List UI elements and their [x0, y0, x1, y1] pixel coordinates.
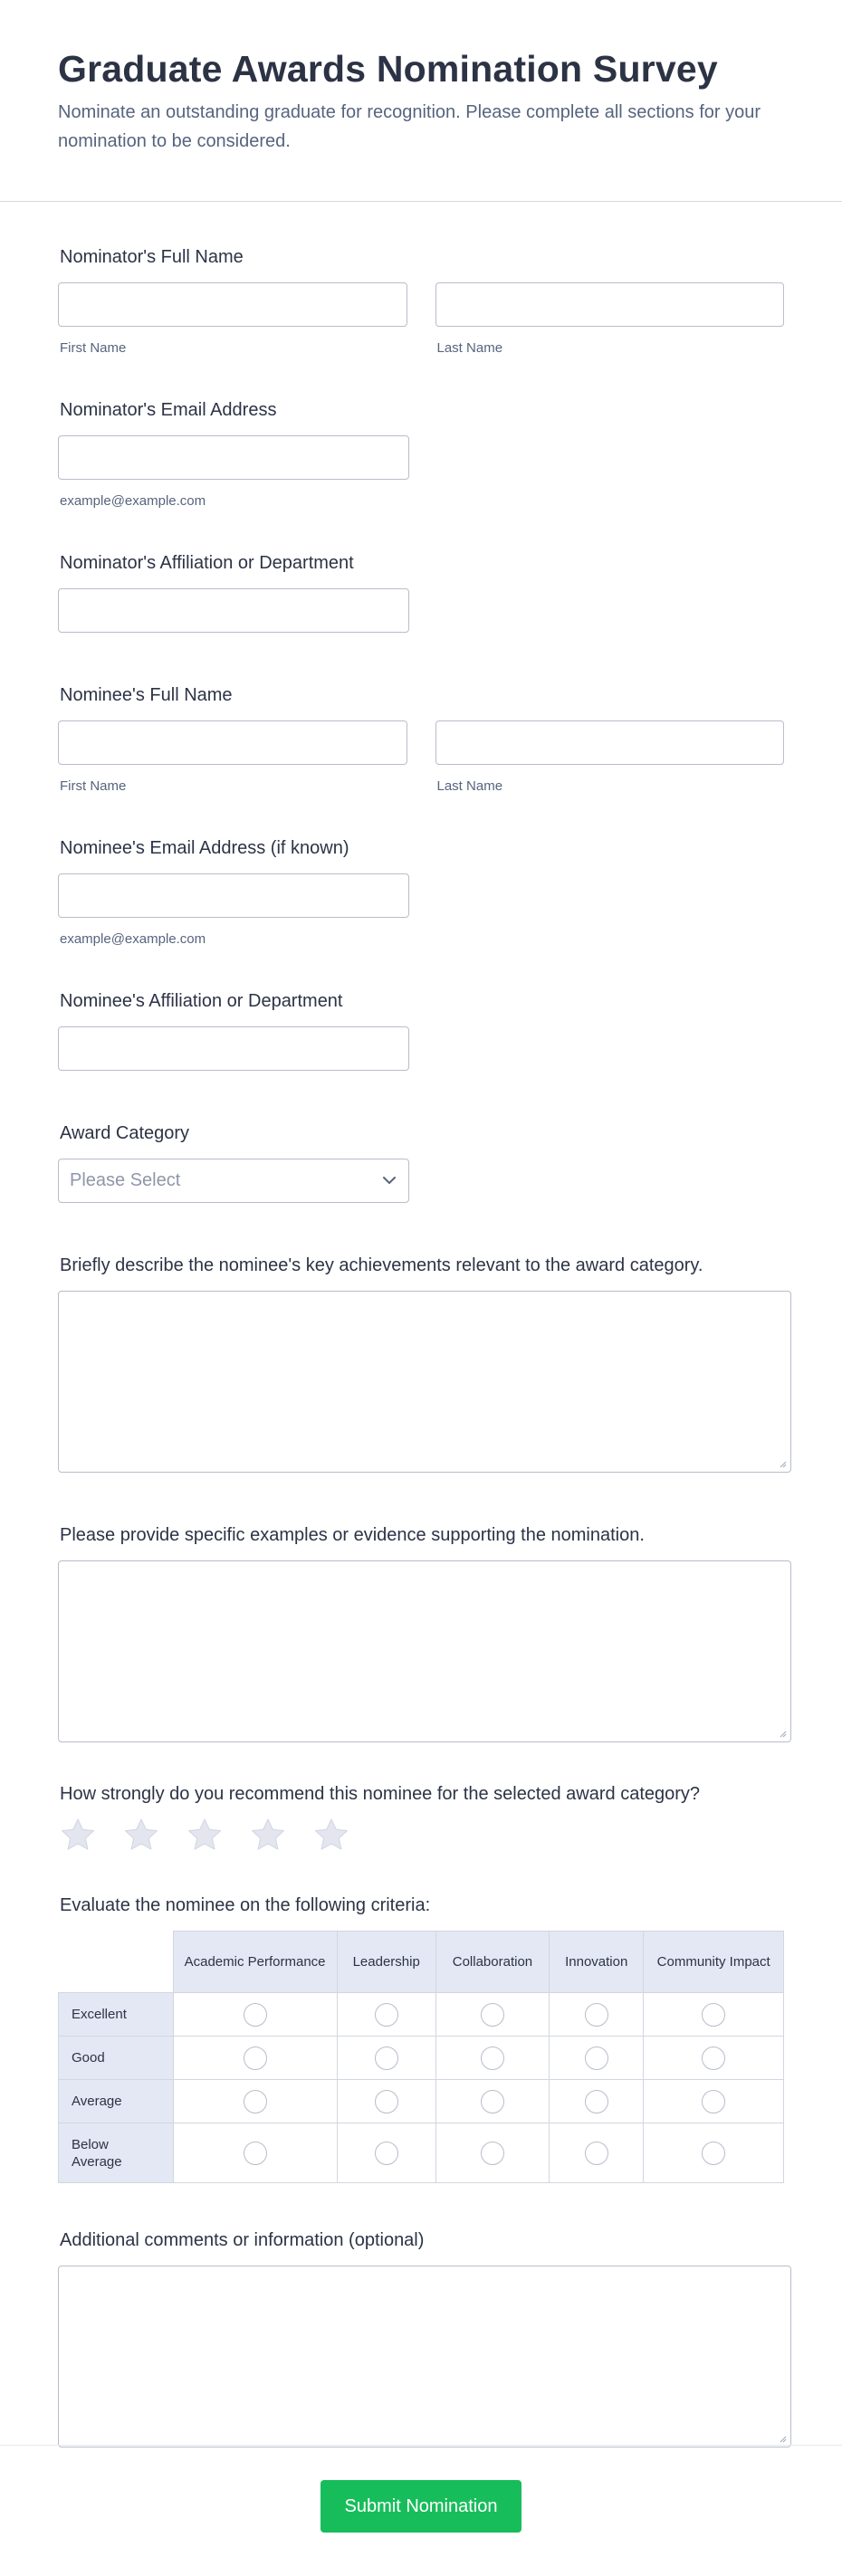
- question-recommendation: [58, 1782, 784, 1854]
- matrix-cell: [550, 2080, 644, 2123]
- form-body: [0, 202, 842, 2447]
- comments-textarea[interactable]: [58, 2266, 791, 2447]
- achievements-textarea[interactable]: [58, 1291, 791, 1473]
- matrix-radio[interactable]: [585, 2003, 608, 2027]
- matrix-radio[interactable]: [702, 2046, 725, 2070]
- nominator-email-input[interactable]: [58, 435, 409, 480]
- question-nominee-email: [58, 836, 784, 948]
- matrix-cell: [337, 2037, 435, 2080]
- matrix-row-label: Average: [59, 2080, 174, 2123]
- email-sublabel: example@example.com: [60, 931, 206, 947]
- question-criteria: [58, 1894, 784, 2183]
- question-label: Additional comments or information (optional): [60, 2230, 425, 2250]
- matrix-column-header: Community Impact: [644, 1932, 784, 1993]
- question-label: Nominator's Affiliation or Department: [60, 553, 354, 573]
- matrix-cell: [435, 1993, 549, 2037]
- matrix-cell: [435, 2037, 549, 2080]
- matrix-row-label: Good: [59, 2037, 174, 2080]
- page-subtitle: Nominate an outstanding graduate for recognition. Please complete all sections for your nomination to be considered.: [58, 102, 761, 151]
- question-nominator-email: [58, 398, 784, 510]
- matrix-radio[interactable]: [375, 2046, 398, 2070]
- question-achievements: [58, 1254, 784, 1473]
- award-category-select[interactable]: [58, 1159, 409, 1203]
- matrix-row: [59, 2080, 784, 2123]
- evidence-textarea[interactable]: [58, 1560, 791, 1742]
- matrix-cell: [337, 2123, 435, 2183]
- question-label: How strongly do you recommend this nominee for the selected award category?: [60, 1784, 701, 1804]
- matrix-column-header: Collaboration: [435, 1932, 549, 1993]
- star-icon[interactable]: [250, 1818, 286, 1854]
- matrix-row-label: Excellent: [59, 1993, 174, 2037]
- matrix-cell: [644, 2123, 784, 2183]
- nominee-email-input[interactable]: [58, 873, 409, 918]
- matrix-column-header: Academic Performance: [173, 1932, 337, 1993]
- question-label: Please provide specific examples or evidence supporting the nomination.: [60, 1525, 645, 1545]
- resize-grip-icon[interactable]: [778, 1729, 787, 1738]
- star-rating: [58, 1818, 784, 1854]
- star-icon[interactable]: [60, 1818, 96, 1854]
- nominator-last-name-input[interactable]: [435, 282, 785, 327]
- matrix-corner: [59, 1932, 174, 1993]
- matrix-radio[interactable]: [244, 2046, 267, 2070]
- form-header: [0, 0, 842, 202]
- star-icon[interactable]: [313, 1818, 349, 1854]
- question-award-category: [58, 1121, 784, 1203]
- submit-nomination-button[interactable]: Submit Nomination: [321, 2480, 521, 2533]
- matrix-radio[interactable]: [244, 2003, 267, 2027]
- question-label: Nominator's Email Address: [60, 400, 277, 420]
- matrix-radio[interactable]: [585, 2046, 608, 2070]
- nominee-last-name-input[interactable]: [435, 720, 785, 765]
- matrix-column-header: Innovation: [550, 1932, 644, 1993]
- question-label: Nominee's Full Name: [60, 685, 233, 705]
- question-nominator-name: [58, 245, 784, 357]
- matrix-cell: [173, 2037, 337, 2080]
- star-icon[interactable]: [123, 1818, 159, 1854]
- nominator-first-name-input[interactable]: [58, 282, 407, 327]
- question-label: Evaluate the nominee on the following criteria:: [60, 1895, 431, 1915]
- matrix-cell: [550, 2037, 644, 2080]
- select-value: Please Select: [70, 1170, 181, 1190]
- matrix-column-header: Leadership: [337, 1932, 435, 1993]
- matrix-cell: [435, 2080, 549, 2123]
- last-name-sublabel: Last Name: [436, 340, 503, 356]
- matrix-cell: [173, 1993, 337, 2037]
- matrix-radio[interactable]: [702, 2003, 725, 2027]
- matrix-radio[interactable]: [585, 2142, 608, 2165]
- resize-grip-icon[interactable]: [778, 2434, 787, 2443]
- last-name-sublabel: Last Name: [436, 778, 503, 794]
- question-label: Nominee's Affiliation or Department: [60, 991, 343, 1011]
- question-nominee-name: [58, 683, 784, 795]
- matrix-radio[interactable]: [375, 2142, 398, 2165]
- star-icon[interactable]: [187, 1818, 223, 1854]
- matrix-radio[interactable]: [481, 2003, 504, 2027]
- nominator-affiliation-input[interactable]: [58, 588, 409, 633]
- page-title: Graduate Awards Nomination Survey: [58, 48, 718, 90]
- matrix-row: [59, 1993, 784, 2037]
- matrix-row: [59, 2037, 784, 2080]
- question-nominee-affiliation: [58, 989, 784, 1071]
- matrix-radio[interactable]: [585, 2090, 608, 2113]
- question-label: Briefly describe the nominee's key achievements relevant to the award category.: [60, 1255, 703, 1275]
- matrix-radio[interactable]: [702, 2142, 725, 2165]
- form-footer: [0, 2445, 842, 2576]
- matrix-radio[interactable]: [702, 2090, 725, 2113]
- question-evidence: [58, 1523, 784, 1742]
- question-comments: [58, 2228, 784, 2447]
- matrix-cell: [644, 2080, 784, 2123]
- matrix-cell: [644, 1993, 784, 2037]
- nominee-affiliation-input[interactable]: [58, 1026, 409, 1071]
- matrix-radio[interactable]: [244, 2142, 267, 2165]
- question-nominator-affiliation: [58, 551, 784, 633]
- matrix-radio[interactable]: [481, 2142, 504, 2165]
- question-label: Nominee's Email Address (if known): [60, 838, 349, 858]
- matrix-cell: [644, 2037, 784, 2080]
- chevron-down-icon: [381, 1173, 397, 1189]
- matrix-cell: [337, 1993, 435, 2037]
- resize-grip-icon[interactable]: [778, 1459, 787, 1468]
- matrix-cell: [337, 2080, 435, 2123]
- nominee-first-name-input[interactable]: [58, 720, 407, 765]
- matrix-radio[interactable]: [375, 2090, 398, 2113]
- matrix-cell: [173, 2080, 337, 2123]
- matrix-row: [59, 2123, 784, 2183]
- matrix-cell: [550, 2123, 644, 2183]
- first-name-sublabel: First Name: [60, 340, 127, 356]
- matrix-radio[interactable]: [481, 2046, 504, 2070]
- matrix-radio[interactable]: [375, 2003, 398, 2027]
- matrix-cell: [550, 1993, 644, 2037]
- matrix-radio[interactable]: [244, 2090, 267, 2113]
- first-name-sublabel: First Name: [60, 778, 127, 794]
- matrix-radio[interactable]: [481, 2090, 504, 2113]
- email-sublabel: example@example.com: [60, 493, 206, 509]
- matrix-cell: [173, 2123, 337, 2183]
- matrix-cell: [435, 2123, 549, 2183]
- question-label: Award Category: [60, 1123, 190, 1143]
- criteria-matrix: [58, 1931, 784, 2183]
- question-label: Nominator's Full Name: [60, 247, 244, 267]
- matrix-row-label: Below Average: [59, 2123, 174, 2183]
